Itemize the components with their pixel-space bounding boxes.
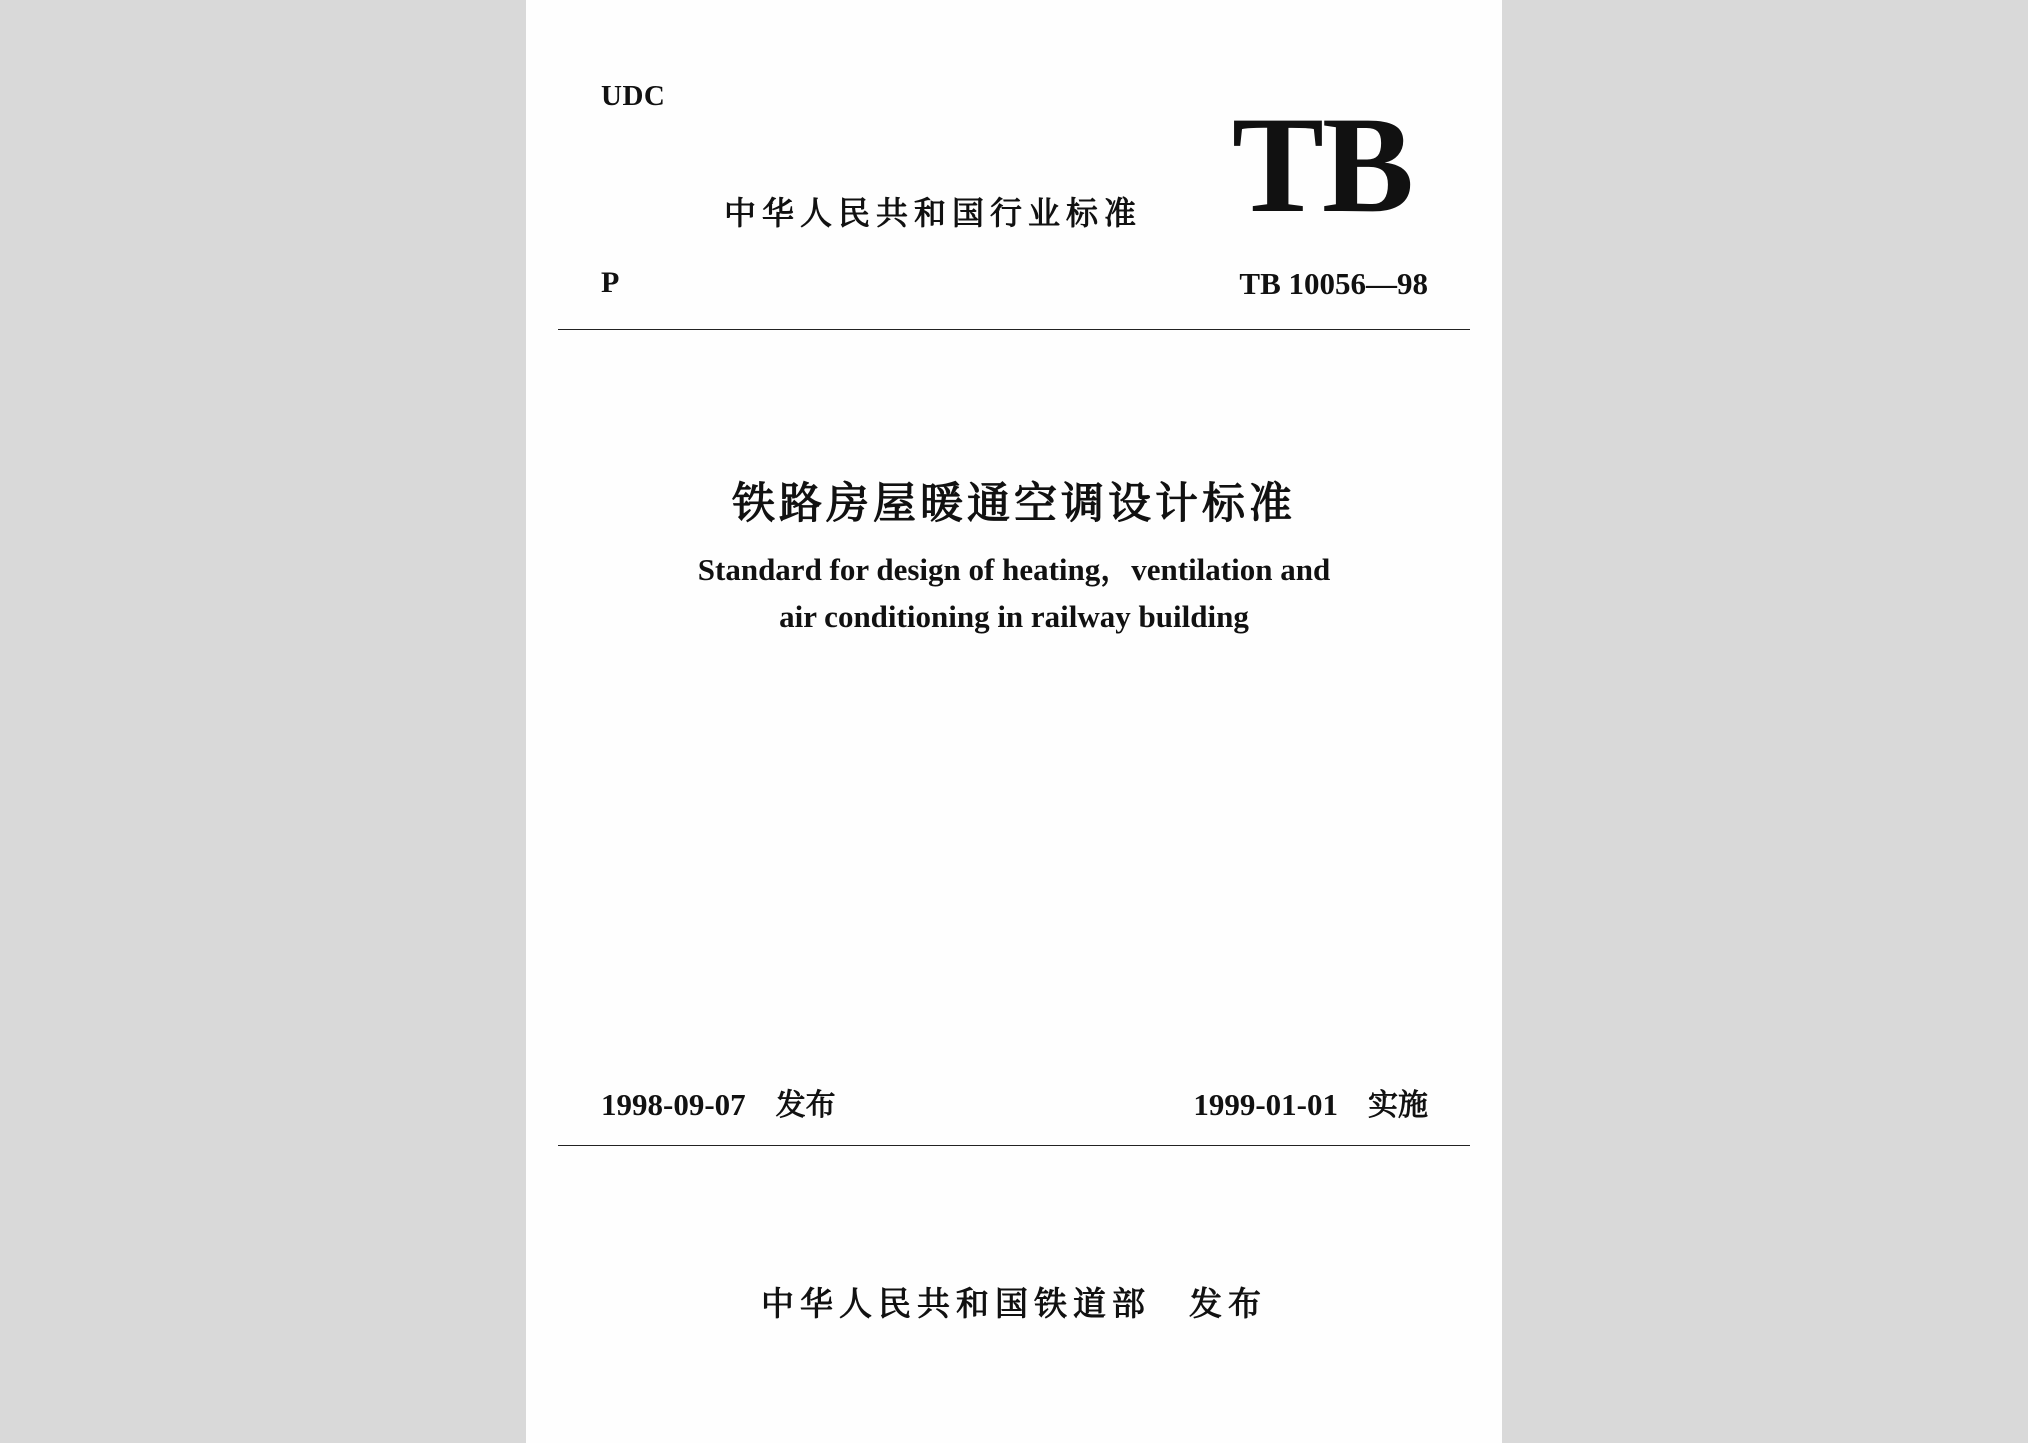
issue-date-row: [601, 1080, 836, 1124]
publisher-line: [526, 1278, 1502, 1325]
document-cover: [526, 0, 1502, 1443]
effective-date: 1999-01-01: [1193, 1087, 1338, 1122]
issue-label: 发布: [775, 1088, 836, 1123]
tb-logo: TB: [1231, 88, 1412, 241]
issue-date: 1998-09-07: [601, 1087, 746, 1122]
title-english-line-1: Standard for design of heating，ventilation and: [697, 552, 1331, 587]
publisher-name: 中华人民共和国铁道部: [761, 1284, 1151, 1323]
standard-number: TB 10056—98: [1239, 266, 1428, 301]
industry-standard-heading: 中华人民共和国行业标准: [724, 194, 1143, 232]
bottom-divider: [558, 1145, 1470, 1146]
udc-label: UDC: [601, 80, 666, 112]
top-divider: [558, 329, 1470, 330]
effective-label: 实施: [1368, 1088, 1428, 1123]
classification-code: P: [601, 266, 620, 299]
title-english-line-2: air conditioning in railway building: [779, 599, 1249, 634]
effective-date-row: [1193, 1080, 1428, 1124]
publish-label: 发布: [1189, 1284, 1267, 1323]
title-english: [526, 546, 1502, 640]
title-chinese: 铁路房屋暖通空调设计标准: [732, 479, 1296, 529]
